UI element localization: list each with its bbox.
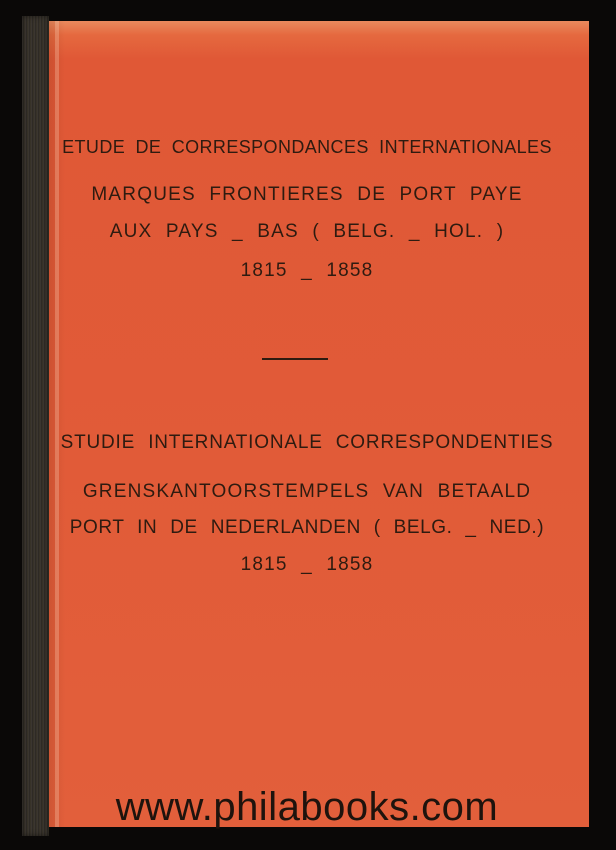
title-dutch-line2: GRENSKANTOORSTEMPELS VAN BETAALD [82,481,532,502]
title-dutch-line3: PORT IN DE NEDERLANDEN ( BELG. _ NED.) [69,517,545,538]
title-french-line2: MARQUES FRONTIERES DE PORT PAYE [91,184,523,205]
title-french-years: 1815 _ 1858 [240,260,374,281]
title-french-line1: ETUDE DE CORRESPONDANCES INTERNATIONALES [62,137,552,157]
title-dutch-years: 1815 _ 1858 [240,554,374,575]
title-dutch-line1: STUDIE INTERNATIONALE CORRESPONDENTIES [60,432,554,453]
watermark-text: www.philabooks.com [115,785,499,829]
title-divider-rule [262,358,328,360]
title-french-line3: AUX PAYS _ BAS ( BELG. _ HOL. ) [109,221,505,242]
book-spine [22,16,49,836]
book-front-cover [49,21,589,827]
